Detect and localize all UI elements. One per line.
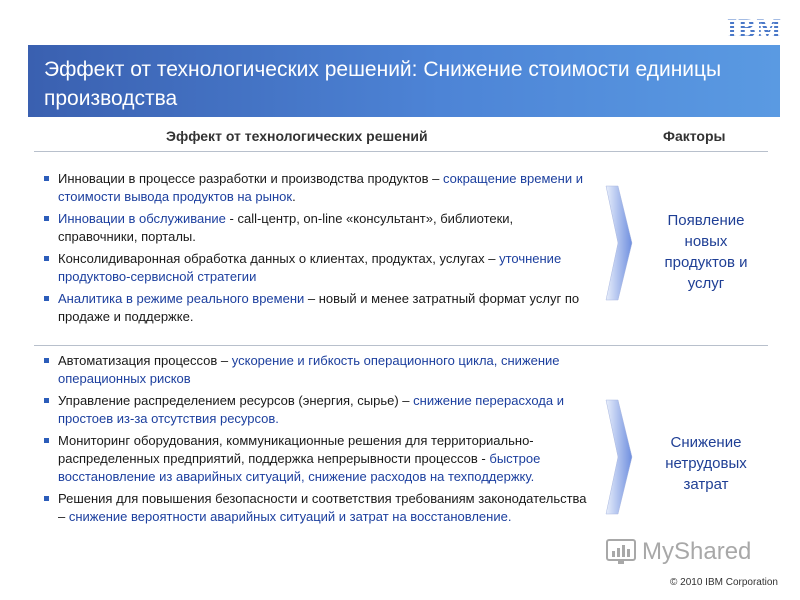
bullet-square-icon: [44, 438, 49, 443]
chevron-arrow-icon: [604, 184, 634, 302]
bullet-square-icon: [44, 358, 49, 363]
bullet-square-icon: [44, 176, 49, 181]
header-divider: [34, 151, 768, 152]
bullet-square-icon: [44, 216, 49, 221]
myshared-watermark: MyShared: [606, 538, 751, 566]
list-item: Аналитика в режиме реального времени – новый и менее затратный формат услуг по продаже и поддержке.: [44, 290, 594, 326]
bullet-square-icon: [44, 398, 49, 403]
bullet-square-icon: [44, 496, 49, 501]
column-header-effects: Эффект от технологических решений: [166, 128, 428, 144]
bullet-square-icon: [44, 296, 49, 301]
bullet-square-icon: [44, 256, 49, 261]
title-banner: [28, 45, 780, 117]
list-item: Консолидиваронная обработка данных о клиентах, продуктах, услугах – уточнение продуктово-сервисной стратегии: [44, 250, 594, 286]
list-item: Инновации в процессе разработки и производства продуктов – сокращение времени и стоимости вывода продуктов на рынок.: [44, 170, 594, 206]
page-title: Эффект от технологических решений: Снижение стоимости единицы производства: [44, 58, 722, 110]
factor-new-products: Появление новых продуктов и услуг: [664, 212, 748, 292]
factor-non-labor-costs: Снижение нетрудовых затрат: [665, 434, 747, 493]
chevron-arrow-icon: [604, 398, 634, 516]
list-item: Решения для повышения безопасности и соответствия требованиям законодательства – снижение вероятности аварийных ситуаций и затрат на восстановление.: [44, 490, 594, 526]
ibm-logo: IBM: [727, 14, 782, 43]
list-item: Управление распределением ресурсов (энергия, сырье) – снижение перерасхода и простоев из-за отсутствия ресурсов.: [44, 392, 594, 428]
group-divider: [34, 345, 768, 346]
myshared-icon: [606, 539, 636, 565]
effects-list-2: [44, 352, 594, 530]
column-header-factors: Факторы: [663, 128, 726, 144]
list-item: Мониторинг оборудования, коммуникационные решения для территориально-распределенных предприятий, поддержка непрерывности процессов - быстрое восстановление из аварийных ситуаций, снижение расходов на техподдержку.: [44, 432, 594, 486]
effects-list-1: [44, 170, 594, 330]
list-item: Автоматизация процессов – ускорение и гибкость операционного цикла, снижение операционных рисков: [44, 352, 594, 388]
list-item: Инновации в обслуживание - call-центр, on-line «консультант», библиотеки, справочники, порталы.: [44, 210, 594, 246]
copyright-notice: © 2010 IBM Corporation: [670, 577, 778, 588]
